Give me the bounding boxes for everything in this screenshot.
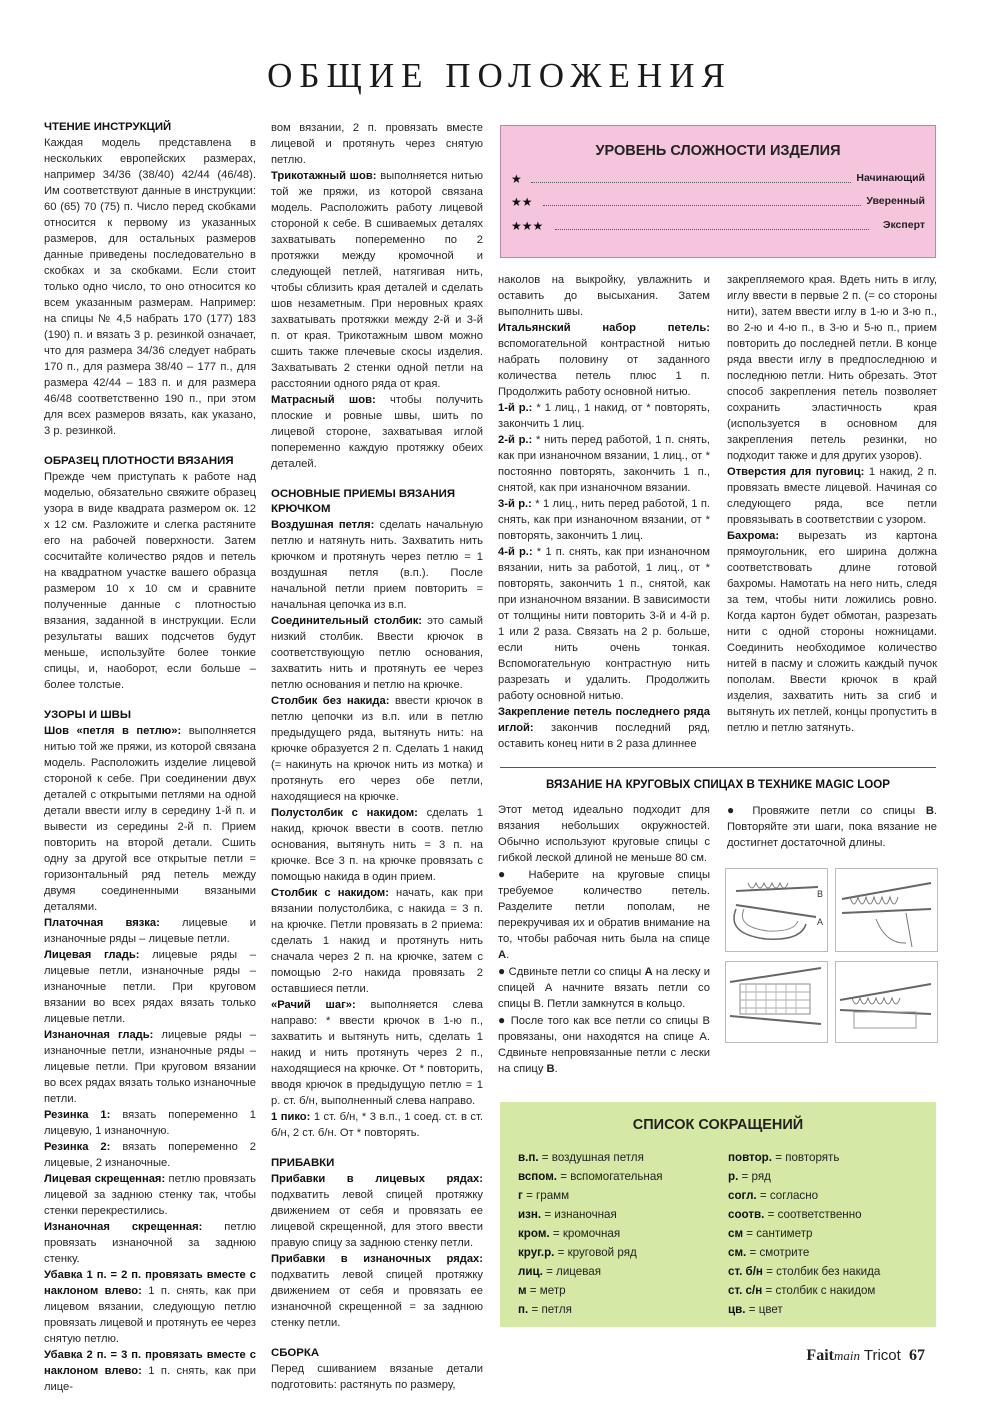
difficulty-label: Эксперт bbox=[882, 219, 925, 231]
paragraph bbox=[44, 947, 256, 1027]
paragraph-text: сделать начальную петлю и натянуть нить. Захватить нить крючком и протянуть через петлю = 1 воздушная петля (в.п.). После начальной петли прием повторить = начальная цепочка из в.п. bbox=[271, 519, 483, 611]
magic-loop-right-text bbox=[727, 802, 937, 851]
paragraph bbox=[271, 613, 483, 693]
dotted-leader bbox=[543, 205, 861, 206]
paragraph-text: лицевые и изнаночные ряды – лицевые петли. bbox=[44, 917, 257, 945]
section-heading: УЗОРЫ И ШВЫ bbox=[44, 709, 132, 721]
magic-loop-illustration-3 bbox=[725, 961, 828, 1043]
paragraph-text: 1 п. снять, как при лицевом вязании, следующую петлю провязать лицевой и протянуть ее через снятую петлю. bbox=[44, 1285, 256, 1345]
paragraph bbox=[498, 432, 710, 496]
term: «Рачий шаг»: bbox=[271, 999, 356, 1011]
magic-loop-left-text bbox=[498, 802, 710, 1077]
abbreviation-key: ст. с/н bbox=[728, 1284, 763, 1297]
paragraph-text: Сдвиньте петли со спицы bbox=[505, 966, 645, 978]
term: 4-й р.: bbox=[498, 546, 533, 558]
abbreviation-item bbox=[728, 1186, 880, 1205]
abbreviation-item bbox=[518, 1224, 663, 1243]
abbreviation-key: согл. bbox=[728, 1189, 757, 1202]
abbreviation-value: = воздушная петля bbox=[538, 1151, 644, 1164]
column-1 bbox=[44, 120, 256, 1395]
abbreviation-item bbox=[518, 1167, 663, 1186]
paragraph bbox=[727, 272, 937, 464]
paragraph-text: закончив последний ряд, оставить конец нити в 2 раза длиннее bbox=[498, 722, 710, 750]
needle-label: В bbox=[546, 1063, 555, 1075]
paragraph bbox=[727, 528, 937, 736]
paragraph bbox=[498, 320, 710, 400]
abbreviation-value: = смотрите bbox=[746, 1246, 810, 1259]
paragraph-text: выполняется слева направо: * ввести крючок в 1-ю п., захватить и вытянуть нить, сделать 1 накид и нить протянуть через 2 п., находящиеся на крючке. От * повторить, вводя крючок в предыдущую петлю = 1 р. ст. б/н, выполненный слева направо. bbox=[271, 999, 483, 1107]
spacer bbox=[44, 693, 256, 708]
difficulty-heading: УРОВЕНЬ СЛОЖНОСТИ ИЗДЕЛИЯ bbox=[595, 143, 841, 159]
term: Прибавки в лицевых рядах: bbox=[271, 1173, 483, 1185]
star-icon: ★ bbox=[511, 172, 522, 186]
abbreviation-key: соотв. bbox=[728, 1208, 765, 1221]
abbreviation-item bbox=[518, 1300, 663, 1319]
paragraph bbox=[271, 1251, 483, 1331]
spacer bbox=[271, 1331, 483, 1346]
abbreviation-item bbox=[728, 1205, 880, 1224]
difficulty-level-box bbox=[500, 125, 936, 258]
abbreviation-key: кром. bbox=[518, 1227, 550, 1240]
term: Шов «петля в петлю»: bbox=[44, 725, 182, 737]
paragraph-text: Каждая модель представлена в нескольких европейских размерах, например 34/36 (38/40) 42/44 (46/48). Им соответствуют данные в инструкции: 60 (65) 70 (75) п. Число перед скобками относится к первому из указанных размеров, для остальных размеров данные приведены последовательно в скобках и за скобками. Если стоит только одно число, то оно относится ко всем указанным размерам. Например: на спицы № 4,5 набрать 170 (177) 183 (190) п. и вязать 3 р. резинкой означает, что для размера 34/36 следует набрать 170 п., для размера 38/40 – 177 п., для размера 42/44 – 183 п. и для размера 46/48 соответственно 190 п., при этом для всех размеров вязать, как указано, 3 р. резинкой. bbox=[44, 137, 256, 437]
abbreviation-key: п. bbox=[518, 1303, 529, 1316]
term: Воздушная петля: bbox=[271, 519, 375, 531]
paragraph bbox=[498, 400, 710, 432]
paragraph-text: выполняется нитью той же пряжи, из которой связана модель. Расположить работу лицевой стороной к себе. В сшиваемых деталях захватывать попеременно по 2 протяжки между кромочной и следующей петлей, натягивая нить, чтобы сблизить края деталей и сделать шов незаметным. При неровных краях захватывать протяжки между 2-й и 3-й п. от края. Трикотажным швом можно сшить также плечевые скосы изделия. Захватывать 2 стенки одной петли на расстоянии одного ряда от края. bbox=[271, 170, 483, 390]
paragraph-text: выполняется нитью той же пряжи, из которой связана модель. Расположить изделие лицевой стороной к себе. При соединении двух деталей с открытыми петлями на одной детали ввести иглу в середину 1-й п. и вывести из середины 2-й п. Прием повторить на второй детали. Сшить одну за другой все открытые петли = горизонтальный ряд петель между двумя соединенными вязаными деталями. bbox=[44, 725, 256, 913]
paragraph bbox=[727, 464, 937, 528]
term: Соединительный столбик: bbox=[271, 615, 423, 627]
paragraph-text: * 1 п. снять, как при изнаночном вязании, нить за работой, 1 лиц., от * повторять, закончить 1 п., снятой, как при изнаночном вязании. В зависимости от толщины нити повторить 3-й и 4-й р. 1 или 2 раза. Связать на 2 р. больше, если нить очень тонкая. Вспомогательную контрастную нить разрезать и удалить. Продолжить работу основной нитью. bbox=[498, 546, 711, 702]
column-4 bbox=[727, 272, 937, 736]
paragraph bbox=[271, 885, 483, 997]
abbreviation-key: ст. б/н bbox=[728, 1265, 763, 1278]
abbreviation-item bbox=[728, 1281, 880, 1300]
paragraph-text: После того как все петли со спицы В провязаны, они находятся на спице А. Сдвиньте непровязанные петли с лески на спицу bbox=[498, 1015, 710, 1075]
magic-loop-paragraph bbox=[498, 963, 710, 1012]
abbreviation-key: лиц. bbox=[518, 1265, 543, 1278]
paragraph bbox=[44, 1219, 256, 1267]
abbreviation-key: изн. bbox=[518, 1208, 542, 1221]
term: Полустолбик с накидом: bbox=[271, 807, 418, 819]
magic-loop-illustration-4 bbox=[835, 961, 938, 1043]
needle-label: А bbox=[644, 966, 653, 978]
abbreviation-value: = цвет bbox=[745, 1303, 783, 1316]
abbreviation-value: = вспомогательная bbox=[557, 1170, 663, 1183]
paragraph bbox=[271, 1109, 483, 1141]
abbreviations-left-list bbox=[518, 1148, 663, 1319]
magic-loop-paragraph bbox=[498, 866, 710, 963]
abbreviation-value: = круговой ряд bbox=[554, 1246, 637, 1259]
term: Резинка 1: bbox=[44, 1109, 111, 1121]
abbreviation-item bbox=[728, 1148, 880, 1167]
abbreviation-item bbox=[518, 1243, 663, 1262]
paragraph-text: лицевые ряды – лицевые петли, изнаночные ряды – изнаночные петли. При круговом вязании во всех рядах вязать только лицевые петли. bbox=[44, 949, 256, 1025]
needle-label: А bbox=[498, 949, 507, 961]
term: Убавка 2 п. = 3 п. провязать вместе с наклоном влево: bbox=[44, 1349, 256, 1377]
paragraph bbox=[498, 704, 710, 752]
paragraph-text: * 1 лиц., нить перед работой, 1 п. снять, как при изнаночном вязании, от * повторять, закончить 1 лиц. bbox=[498, 498, 710, 542]
abbreviation-item bbox=[728, 1262, 880, 1281]
spacer bbox=[271, 1141, 483, 1156]
term: Столбик без накида: bbox=[271, 695, 390, 707]
magazine-name: Tricot bbox=[863, 1347, 901, 1364]
abbreviation-value: = лицевая bbox=[542, 1265, 602, 1278]
abbreviations-heading: СПИСОК СОКРАЩЕНИЙ bbox=[632, 1117, 804, 1133]
magic-loop-illustration-2 bbox=[835, 868, 938, 952]
abbreviation-item bbox=[728, 1300, 880, 1319]
difficulty-row bbox=[511, 172, 925, 188]
difficulty-row bbox=[511, 195, 925, 211]
paragraph-text: закрепляемого края. Вдеть нить в иглу, иглу ввести в первые 2 п. (= со стороны нити), затем ввести иглу в 1-ю и 3-ю п., во 2-ю и 4-ю п., в 3-ю и 5-ю п., прием повторить до последней петли. В конце ряда ввести иглу в предпоследнюю и последнюю петли. Нить обрезать. Этот способ закрепления петель позволяет сохранить эластичность края (используется в основном для закрепления петель резинки, но подходит также и для других узоров). bbox=[727, 274, 937, 462]
star-icon: ★★★ bbox=[511, 219, 544, 233]
bullet-icon: ● bbox=[727, 803, 742, 817]
page-title: ОБЩИЕ ПОЛОЖЕНИЯ bbox=[267, 56, 732, 95]
spacer bbox=[44, 439, 256, 454]
abbreviations-right-list bbox=[728, 1148, 880, 1319]
figure-label: A bbox=[817, 917, 824, 927]
term: 1 пико: bbox=[271, 1111, 311, 1123]
bullet-icon: ● bbox=[498, 867, 516, 881]
paragraph bbox=[271, 1361, 483, 1393]
term: Итальянский набор петель: bbox=[498, 322, 710, 334]
abbreviation-key: в.п. bbox=[518, 1151, 539, 1164]
term: Платочная вязка: bbox=[44, 917, 160, 929]
paragraph bbox=[44, 1267, 256, 1347]
column-3 bbox=[498, 272, 710, 752]
abbreviations-box bbox=[500, 1102, 936, 1327]
term: Лицевая гладь: bbox=[44, 949, 140, 961]
paragraph bbox=[271, 392, 483, 472]
paragraph bbox=[44, 723, 256, 915]
term: Матрасный шов: bbox=[271, 394, 376, 406]
paragraph-text: это самый низкий столбик. Ввести крючок в соответствующую петлю основания, захватить нить и протянуть ее через петлю основания и петлю на крючке. bbox=[271, 615, 483, 691]
term: Отверстия для пуговиц: bbox=[727, 466, 865, 478]
paragraph bbox=[44, 1027, 256, 1107]
paragraph-text: . bbox=[506, 949, 510, 961]
divider bbox=[500, 767, 936, 768]
paragraph-text: вспомогательной контрастной нитью набрать половину от заданного количества петель плюс 1 п. Продолжить работу основной нитью. bbox=[498, 338, 710, 398]
abbreviation-value: = ряд bbox=[738, 1170, 771, 1183]
paragraph bbox=[271, 693, 483, 805]
difficulty-label: Уверенный bbox=[866, 195, 925, 207]
term: Закрепление петель последнего ряда иглой: bbox=[498, 706, 710, 734]
paragraph-text: сделать 1 накид, крючок ввести в соотв. петлю основания, вытянуть нить = 3 п. на крючке. Все 3 п. на крючке провязать с помощью накида в один прием. bbox=[271, 807, 483, 883]
abbreviation-value: = метр bbox=[526, 1284, 566, 1297]
paragraph-text: 1 ст. б/н, * 3 в.п., 1 соед. ст. в ст. б/н, 2 ст. б/н. От * повторять. bbox=[271, 1111, 484, 1139]
paragraph-text: лицевые ряды – изнаночные петли, изнаночные ряды – лицевые петли. При круговом вязании во всех рядах вязать только изнаночные петли. bbox=[44, 1029, 256, 1105]
paragraph bbox=[498, 496, 710, 544]
abbreviation-value: = повторять bbox=[771, 1151, 840, 1164]
magic-loop-paragraph bbox=[498, 802, 710, 866]
paragraph-text: начать, как при вязании полустолбика, с накида = 3 п. на крючке. Петли провязать в 2 приема: сделать 1 накид и протянуть нить сначала через 2 п. на крючке, затем с помощью 2-го накида провязать 2 оставшиеся петли. bbox=[271, 887, 483, 995]
magic-loop-illustration-1 bbox=[725, 868, 828, 952]
paragraph-text: чтобы получить плоские и ровные швы, шить по лицевой стороне, захватывая иглой попеременно каждую протяжку обеих деталей. bbox=[271, 394, 483, 470]
abbreviation-item bbox=[728, 1167, 880, 1186]
term: 3-й р.: bbox=[498, 498, 532, 510]
section-heading: СБОРКА bbox=[271, 1347, 320, 1359]
spacer bbox=[271, 472, 483, 487]
term: Прибавки в изнаночных рядах: bbox=[271, 1253, 483, 1265]
paragraph-text: . bbox=[554, 1063, 558, 1075]
paragraph-text: 1 п. снять, как при лице- bbox=[44, 1365, 256, 1393]
section-heading: ЧТЕНИЕ ИНСТРУКЦИЙ bbox=[44, 121, 172, 133]
paragraph-text: * нить перед работой, 1 п. снять, как при изнаночном вязании, 1 лиц., от * постоянно повторять, закончить 1 п., снятой, как при изнаночном вязании. bbox=[498, 434, 710, 494]
abbreviation-item bbox=[518, 1205, 663, 1224]
paragraph-text: Наберите на круговые спицы требуемое количество петель. Разделите петли пополам, не перекручивая их и обратив внимание на то, чтобы рабочая нить была на спице bbox=[498, 869, 710, 945]
paragraph bbox=[44, 915, 256, 947]
paragraph-text: вязать попеременно 2 лицевые, 2 изнаночные. bbox=[44, 1141, 256, 1169]
abbreviation-value: = согласно bbox=[756, 1189, 819, 1202]
abbreviation-key: м bbox=[518, 1284, 527, 1297]
term: 1-й р.: bbox=[498, 402, 533, 414]
abbreviation-key: р. bbox=[728, 1170, 739, 1183]
term: Изнаночная скрещенная: bbox=[44, 1221, 203, 1233]
star-icon: ★★ bbox=[511, 195, 533, 209]
page-number: 67 bbox=[909, 1347, 925, 1364]
abbreviation-key: г bbox=[518, 1189, 523, 1202]
bullet-icon: ● bbox=[498, 1013, 507, 1027]
paragraph-text: вом вязании, 2 п. провязать вместе лицевой и протянуть через снятую петлю. bbox=[271, 122, 483, 166]
paragraph bbox=[44, 1347, 256, 1395]
paragraph bbox=[44, 1171, 256, 1219]
abbreviation-key: повтор. bbox=[728, 1151, 772, 1164]
abbreviation-item bbox=[518, 1186, 663, 1205]
paragraph bbox=[271, 517, 483, 613]
paragraph bbox=[44, 1139, 256, 1171]
abbreviation-key: см. bbox=[728, 1246, 747, 1259]
paragraph-text: вырезать из картона прямоугольник, его ширина должна соответствовать длине готовой бахромы. Намотать на него нить, следя за тем, чтобы нити ложились ровно. Когда картон будет обмотан, разрезать нити с одной стороны ножницами. Соединить необходимое количество нитей в пасму и сложить каждый пучок пополам. Ввести крючок в край изделия, захватить нить за сгиб и вытянуть их петлей, концы пропустить в петлю и петлю затянуть. bbox=[727, 530, 937, 734]
abbreviation-item bbox=[728, 1224, 880, 1243]
term: Столбик с накидом: bbox=[271, 887, 389, 899]
paragraph bbox=[271, 120, 483, 168]
abbreviation-value: = столбик с накидом bbox=[762, 1284, 876, 1297]
paragraph-text: * 1 лиц., 1 накид, от * повторять, закончить 1 лиц. bbox=[498, 402, 710, 430]
paragraph-text: Провяжите петли со спицы bbox=[741, 805, 926, 817]
paragraph bbox=[44, 135, 256, 439]
column-2 bbox=[271, 120, 483, 1393]
bullet-icon: ● bbox=[498, 964, 506, 978]
paragraph-text: Прежде чем приступать к работе над моделью, обязательно свяжите образец узора в виде квадрата размером ок. 12 х 12 см. Разложите и слегка растяните его на рабочей поверхности. Затем сосчитайте количество рядов и петель на квадратном участке вашего образца размером 10 х 10 см и сравните полученные данные с плотностью вязания, заданной в инструкции. Если результаты ваших подсчетов будут меньше, используйте более тонкие спицы, и, наоборот, если больше – более толстые. bbox=[44, 471, 256, 691]
figure-label: B bbox=[817, 889, 824, 899]
section-heading: ОБРАЗЕЦ ПЛОТНОСТИ ВЯЗАНИЯ bbox=[44, 455, 234, 467]
abbreviation-value: = столбик без накида bbox=[762, 1265, 881, 1278]
abbreviation-value: = соответственно bbox=[764, 1208, 862, 1221]
abbreviation-value: = кромочная bbox=[549, 1227, 621, 1240]
term: Бахрома: bbox=[727, 530, 780, 542]
paragraph-text: петлю провязать изнаночной за заднюю стенку. bbox=[44, 1221, 256, 1265]
magic-loop-paragraph bbox=[727, 802, 937, 851]
abbreviation-value: = изнаночная bbox=[541, 1208, 617, 1221]
abbreviation-item bbox=[518, 1148, 663, 1167]
abbreviation-value: = петля bbox=[528, 1303, 572, 1316]
term: Убавка 1 п. = 2 п. провязать вместе с наклоном влево: bbox=[44, 1269, 256, 1297]
abbreviation-item bbox=[728, 1243, 880, 1262]
page-footer bbox=[806, 1347, 925, 1365]
difficulty-row bbox=[511, 219, 925, 235]
term: Лицевая скрещенная: bbox=[44, 1173, 166, 1185]
paragraph bbox=[271, 805, 483, 885]
needle-label: В bbox=[925, 805, 934, 817]
paragraph-text: подхватить левой спицей протяжку движением от себя и провязать ее лицевой скрещенной, для этого ввести правую спицу за заднюю стенку петли. bbox=[271, 1189, 483, 1249]
paragraph-text: Перед сшиванием вязаные детали подготовить: растянуть по размеру, bbox=[271, 1363, 483, 1391]
paragraph bbox=[44, 1107, 256, 1139]
paragraph-text: вязать попеременно 1 лицевую, 1 изнаночную. bbox=[44, 1109, 256, 1137]
abbreviation-item bbox=[518, 1281, 663, 1300]
term: 2-й р.: bbox=[498, 434, 533, 446]
term: Резинка 2: bbox=[44, 1141, 111, 1153]
paragraph-text: наколов на выкройку, увлажнить и оставить до высыхания. Затем выполнить швы. bbox=[498, 274, 710, 318]
section-heading: ОСНОВНЫЕ ПРИЕМЫ ВЯЗАНИЯ КРЮЧКОМ bbox=[271, 488, 456, 515]
paragraph-text: 1 накид, 2 п. провязать вместе лицевой. Начиная со следующего ряда, все петли провязывать в соответствии с узором. bbox=[727, 466, 937, 526]
brand-logo: Faitmain bbox=[806, 1347, 860, 1364]
paragraph bbox=[498, 272, 710, 320]
paragraph bbox=[44, 469, 256, 693]
paragraph-text: Этот метод идеально подходит для вязания небольших окружностей. Обычно используют круговые спицы с гибкой леской длиной не меньше 80 см. bbox=[498, 804, 710, 864]
abbreviation-key: цв. bbox=[728, 1303, 746, 1316]
abbreviation-key: вспом. bbox=[518, 1170, 558, 1183]
paragraph-text: петлю провязать лицевой за заднюю стенку так, чтобы стенки перекрестились. bbox=[44, 1173, 257, 1217]
paragraph bbox=[271, 997, 483, 1109]
paragraph-text: . Повторяйте эти шаги, пока вязание не достигнет достаточной длины. bbox=[727, 805, 938, 849]
abbreviation-value: = грамм bbox=[522, 1189, 570, 1202]
paragraph-text: на леску и спицей А начните вязать петли со спицы В. Петли замкнутся в кольцо. bbox=[498, 966, 711, 1010]
difficulty-label: Начинающий bbox=[856, 172, 925, 184]
dotted-leader bbox=[531, 182, 851, 183]
abbreviation-item bbox=[518, 1262, 663, 1281]
abbreviation-key: см bbox=[728, 1227, 744, 1240]
paragraph-text: ввести крючок в петлю цепочки из в.п. или в петлю предыдущего ряда, вытянуть нить: на крючке образуется 2 п. Сделать 1 накид (= накинуть на крючок нить из мотка) и протянуть его через обе петли, находящиеся на крючке. bbox=[271, 695, 483, 803]
term: Изнаночная гладь: bbox=[44, 1029, 154, 1041]
abbreviation-value: = сантиметр bbox=[743, 1227, 813, 1240]
term: Трикотажный шов: bbox=[271, 170, 377, 182]
paragraph bbox=[271, 1171, 483, 1251]
section-heading: ПРИБАВКИ bbox=[271, 1157, 335, 1169]
magic-loop-paragraph bbox=[498, 1012, 710, 1077]
paragraph bbox=[498, 544, 710, 704]
paragraph-text: подхватить левой спицей протяжку движением от себя и провязать ее изнаночной скрещенной = за заднюю стенку петли. bbox=[271, 1269, 483, 1329]
abbreviation-key: круг.р. bbox=[518, 1246, 555, 1259]
magic-loop-heading: ВЯЗАНИЕ НА КРУГОВЫХ СПИЦАХ В ТЕХНИКЕ MAGIC LOOP bbox=[545, 778, 891, 791]
paragraph bbox=[271, 168, 483, 392]
dotted-leader bbox=[555, 229, 869, 230]
